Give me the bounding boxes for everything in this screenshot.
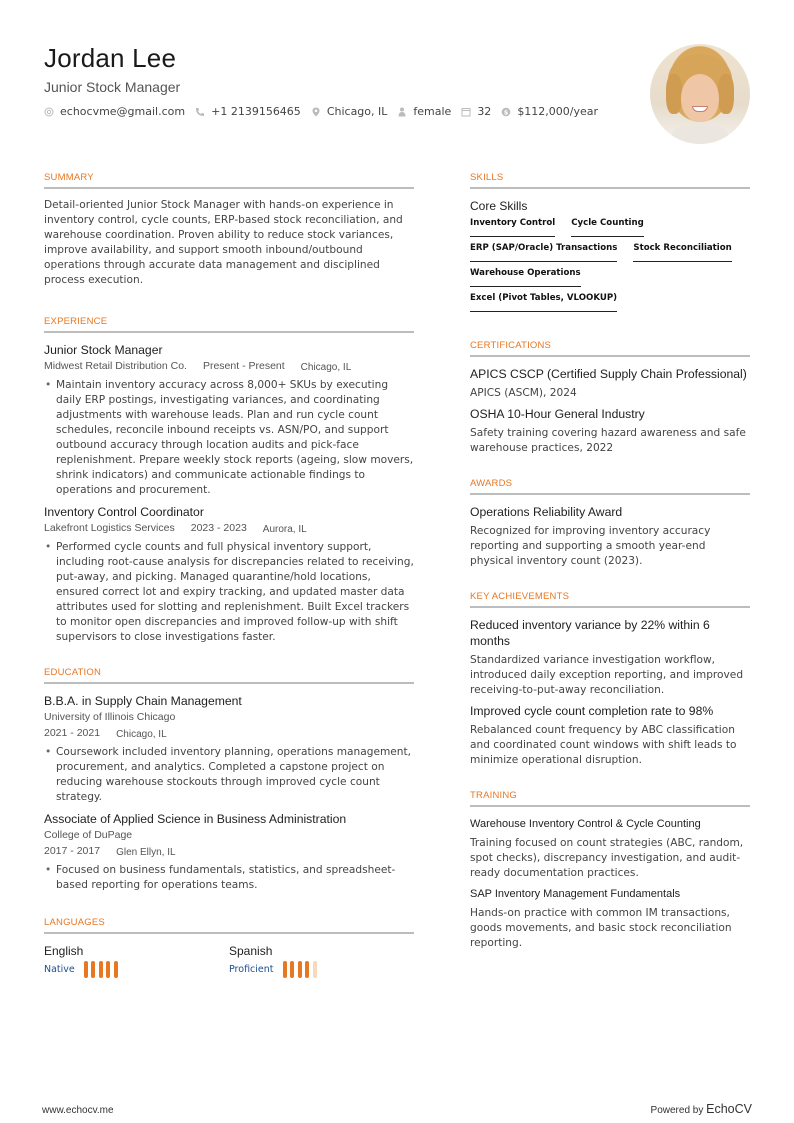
edu-dates: 2021 - 2021 [44, 727, 101, 739]
edu-location: Chicago, IL [116, 729, 167, 740]
language-level-bars [283, 961, 321, 978]
photo-face [681, 74, 719, 122]
skills-section [470, 172, 750, 318]
edu-bullet: • Coursework included inventory planning, operations management, procurement, and analytics. Completed a capstone project on reducing warehouse stockouts through improved cycle count strategy. [44, 745, 414, 805]
level-bar [290, 961, 294, 978]
company-name: Lakefront Logistics Services [44, 522, 175, 534]
photo-hair-left [666, 74, 682, 114]
level-bar [298, 961, 302, 978]
award-title: Operations Reliability Award [470, 505, 623, 519]
contact-age [461, 105, 491, 118]
certification-desc: Safety training covering hazard awareness and safe warehouse practices, 2022 [470, 427, 746, 454]
school-name: College of DuPage [44, 829, 133, 841]
skill-tag: Excel (Pivot Tables, VLOOKUP) [470, 293, 617, 312]
footer-website-link[interactable]: www.echocv.me [42, 1105, 114, 1116]
certifications-section [470, 340, 750, 456]
training-desc: Training focused on count strategies (ABC, random, spot checks), discrepancy investigation, and audit-ready documentation practices. [470, 837, 744, 879]
age-text: 32 [477, 105, 492, 118]
section-heading: EDUCATION [44, 667, 414, 684]
skill-tag: Inventory Control [470, 218, 555, 237]
experience-item [44, 342, 414, 498]
school-name: University of Illinois Chicago [44, 711, 176, 723]
skill-tag: ERP (SAP/Oracle) Transactions [470, 243, 617, 262]
email-text: echocvme@gmail.com [60, 105, 186, 118]
job-bullet: • Maintain inventory accuracy across 8,000+ SKUs by executing daily ERP postings, investigating variances, and coordinating adjustments with warehouse leads. Plan and run cycle count schedules, reconcile inbound receipts vs. ASN/PO, and support outbound accuracy through location audits and pick-face replenishment. Prepare weekly stock reports (ageing, slow movers, shrink indicators) and communicate actionable findings to operations and procurement. [44, 378, 414, 498]
certification-desc: APICS (ASCM), 2024 [470, 387, 577, 399]
section-heading: LANGUAGES [44, 917, 414, 934]
edu-location: Glen Ellyn, IL [116, 847, 176, 858]
language-name: English [44, 944, 84, 958]
level-bar [305, 961, 309, 978]
job-title: Junior Stock Manager [44, 343, 163, 357]
gender-icon [397, 107, 407, 117]
edu-bullet: • Focused on business fundamentals, statistics, and spreadsheet-based reporting for operations teams. [44, 863, 414, 893]
job-dates: Present - Present [202, 360, 285, 372]
job-dates: 2023 - 2023 [190, 522, 247, 534]
profile-photo [650, 44, 750, 144]
email-icon [44, 107, 54, 117]
education-item [44, 693, 414, 805]
award-desc: Recognized for improving inventory accuracy reporting and supporting a smooth year-end physical inventory count (2023). [470, 525, 711, 567]
location-text: Chicago, IL [326, 105, 388, 118]
training-title: Warehouse Inventory Control & Cycle Counting [470, 818, 701, 830]
skill-tag: Warehouse Operations [470, 268, 581, 287]
contact-gender [397, 105, 451, 118]
language-level-bars [84, 961, 122, 978]
section-heading: EXPERIENCE [44, 316, 414, 333]
language-item [229, 943, 414, 978]
phone-text: +1 2139156465 [211, 105, 301, 118]
photo-shoulders [672, 124, 728, 144]
gender-text: female [413, 105, 452, 118]
language-item [44, 943, 229, 978]
company-name: Midwest Retail Distribution Co. [44, 360, 187, 372]
resume-header [44, 42, 644, 118]
education-item [44, 811, 414, 893]
section-heading: SUMMARY [44, 172, 414, 189]
contact-location [311, 105, 388, 118]
powered-by-label: Powered by [650, 1105, 704, 1116]
salary-icon [501, 107, 511, 117]
achievements-section [470, 591, 750, 768]
phone-icon [195, 107, 205, 117]
contact-bar [44, 105, 644, 118]
job-location: Aurora, IL [262, 524, 307, 535]
experience-item [44, 504, 414, 645]
job-location: Chicago, IL [300, 362, 352, 373]
candidate-title: Junior Stock Manager [44, 79, 181, 95]
section-heading: CERTIFICATIONS [470, 340, 750, 357]
language-level: Proficient [229, 964, 274, 975]
left-column [44, 172, 414, 978]
location-icon [311, 107, 321, 117]
section-heading: TRAINING [470, 790, 750, 807]
language-level: Native [44, 964, 75, 975]
job-bullet: • Performed cycle counts and full physical inventory support, including root-cause analysis for discrepancies related to receiving, put-away, and picking. Managed quarantine/hold locations, ensured correct lot and expiry tracking, and updated master data attributes used for slotting and replenishment. Built Excel trackers to monitor open discrepancies and improved follow-up with shift supervisors to close investigations faster. [44, 540, 414, 645]
achievement-desc: Rebalanced count frequency by ABC classification and coordinated count windows with shift leads to minimize operational disruption. [470, 724, 737, 766]
calendar-icon [461, 107, 471, 117]
right-column [470, 172, 750, 956]
achievement-title: Improved cycle count completion rate to 98% [470, 704, 714, 718]
skill-group-title: Core Skills [470, 199, 528, 213]
level-bar [99, 961, 103, 978]
skill-tag: Cycle Counting [571, 218, 644, 237]
languages-section [44, 917, 414, 978]
summary-section [44, 172, 414, 288]
degree-title: B.B.A. in Supply Chain Management [44, 694, 242, 708]
level-bar [283, 961, 287, 978]
experience-section [44, 316, 414, 645]
achievement-title: Reduced inventory variance by 22% within 6 months [470, 618, 710, 648]
contact-phone[interactable] [195, 105, 301, 118]
level-bar [84, 961, 88, 978]
brand-name: EchoCV [706, 1102, 752, 1116]
training-desc: Hands-on practice with common IM transactions, goods movements, and basic stock reconciliation reporting. [470, 907, 732, 949]
section-heading: KEY ACHIEVEMENTS [470, 591, 750, 608]
level-bar [114, 961, 118, 978]
skill-tag: Stock Reconciliation [633, 243, 731, 262]
training-section [470, 790, 750, 951]
section-heading: AWARDS [470, 478, 750, 495]
contact-salary [501, 105, 598, 118]
degree-title: Associate of Applied Science in Business Administration [44, 812, 347, 826]
section-heading: SKILLS [470, 172, 750, 189]
level-bar [91, 961, 95, 978]
level-bar [106, 961, 110, 978]
certification-title: APICS CSCP (Certified Supply Chain Professional) [470, 367, 747, 381]
contact-email[interactable] [44, 105, 185, 118]
summary-text: Detail-oriented Junior Stock Manager with hands-on experience in inventory control, cycle counts, ERP-based stock reconciliation, and warehouse coordination. Proven ability to reduce stock variances, improve availability, and support smooth inbound/outbound operations through accurate data management and disciplined process execution. [44, 199, 403, 286]
training-title: SAP Inventory Management Fundamentals [470, 888, 681, 900]
certification-title: OSHA 10-Hour General Industry [470, 407, 645, 421]
achievement-desc: Standardized variance investigation workflow, introduced daily exception reporting, and improved receiving-to-put-away reconciliation. [470, 654, 744, 696]
footer-powered-by[interactable] [651, 1102, 752, 1116]
salary-text: $112,000/year [517, 105, 599, 118]
education-section [44, 667, 414, 893]
level-bar-empty [313, 961, 317, 978]
language-name: Spanish [229, 944, 273, 958]
svg-text:$: $ [504, 107, 509, 116]
awards-section [470, 478, 750, 569]
photo-hair-right [718, 74, 734, 114]
job-title: Inventory Control Coordinator [44, 505, 204, 519]
candidate-name: Jordan Lee [44, 43, 177, 73]
edu-dates: 2017 - 2017 [44, 845, 101, 857]
